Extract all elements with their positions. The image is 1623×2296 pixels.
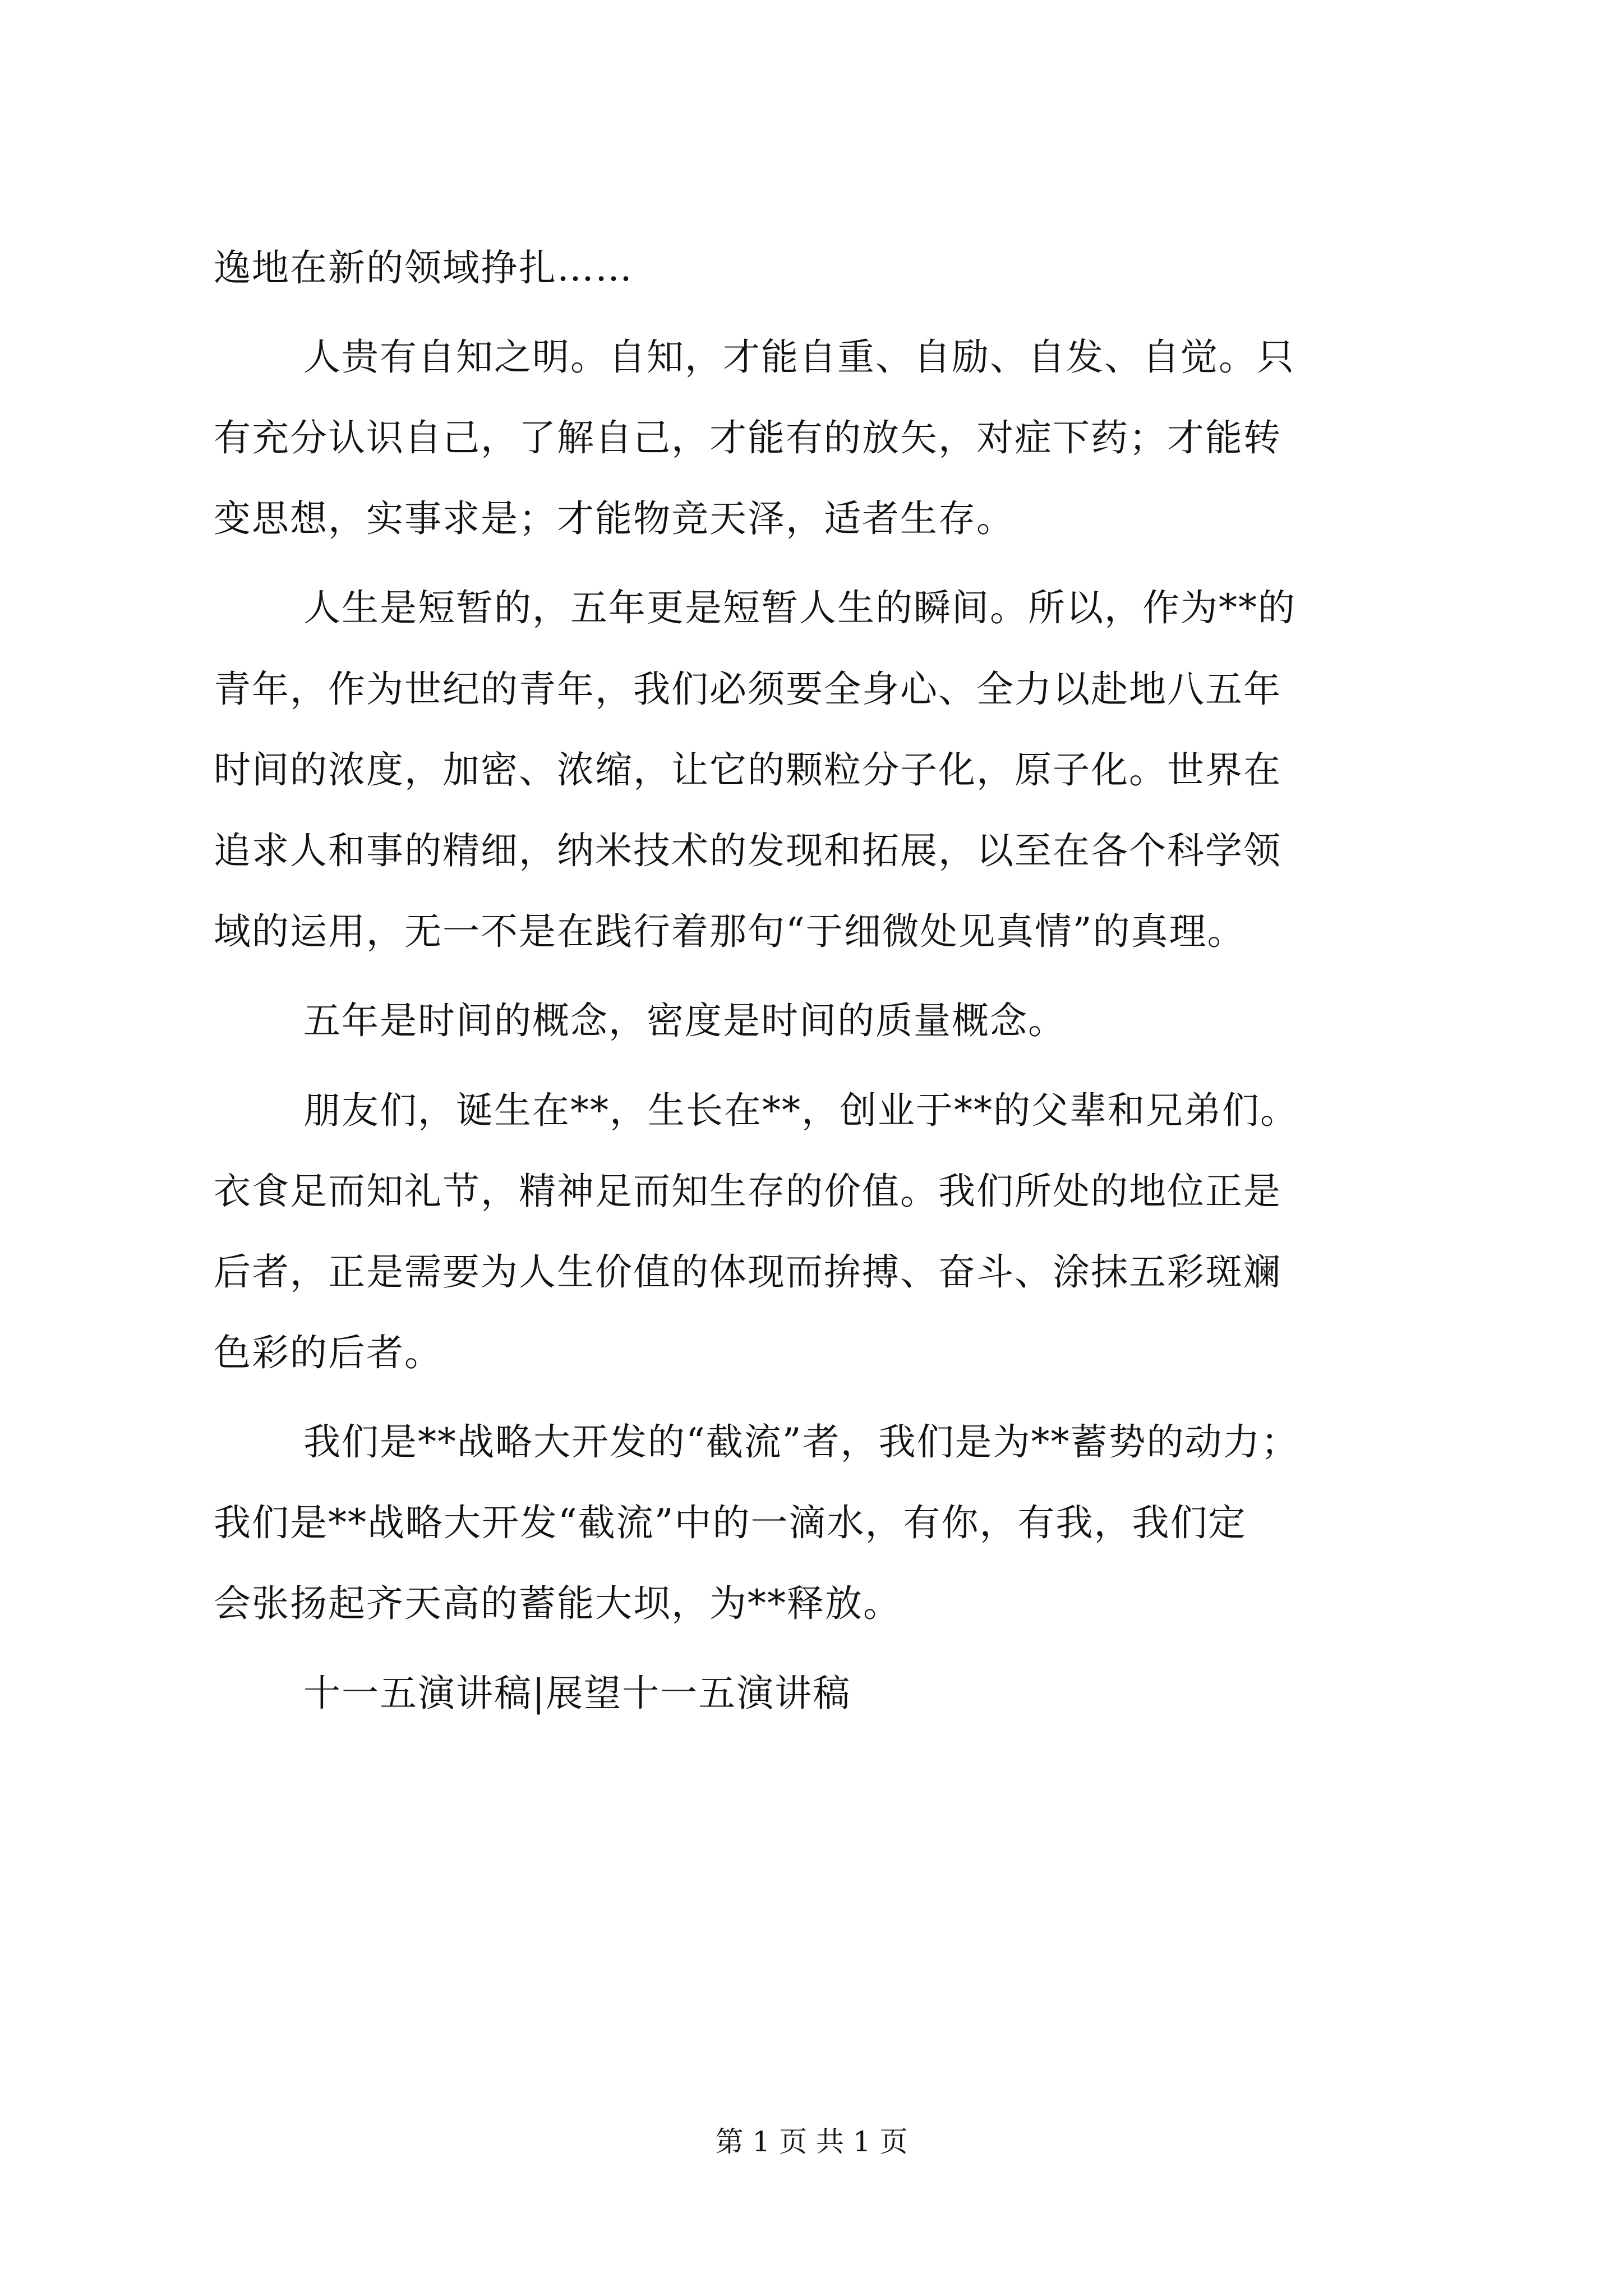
text-line: 逸地在新的领域挣扎…… — [214, 246, 633, 289]
paragraph-start-line: 我们是**战略大开发的“截流”者，我们是为**蓄势的动力； — [303, 1420, 1299, 1464]
paragraph-start-line: 五年是时间的概念，密度是时间的质量概念。 — [303, 999, 1066, 1042]
page-number-footer: 第 1 页 共 1 页 — [715, 2125, 908, 2158]
paragraph-start-line: 人生是短暂的，五年更是短暂人生的瞬间。所以，作为**的 — [303, 586, 1296, 629]
document-title-line: 十一五演讲稿|展望十一五演讲稿 — [303, 1672, 851, 1715]
text-line: 后者，正是需要为人生价值的体现而拚搏、奋斗、涂抹五彩斑斓 — [214, 1250, 1281, 1294]
text-line: 有充分认识自己，了解自己，才能有的放矢，对症下药；才能转 — [214, 416, 1281, 459]
text-line: 会张扬起齐天高的蓄能大坝，为**释放。 — [214, 1582, 901, 1625]
text-line: 时间的浓度，加密、浓缩，让它的颗粒分子化，原子化。世界在 — [214, 748, 1281, 792]
text-line: 域的运用，无一不是在践行着那句“于细微处见真情”的真理。 — [214, 910, 1246, 953]
text-line: 色彩的后者。 — [214, 1331, 442, 1374]
text-line: 我们是**战略大开发“截流”中的一滴水，有你，有我，我们定 — [214, 1501, 1247, 1544]
text-line: 青年，作为世纪的青年，我们必须要全身心、全力以赴地八五年 — [214, 668, 1281, 711]
text-line: 衣食足而知礼节，精神足而知生存的价值。我们所处的地位正是 — [214, 1170, 1281, 1213]
text-line: 变思想，实事求是；才能物竞天泽，适者生存。 — [214, 497, 1015, 540]
paragraph-start-line: 朋友们，诞生在**，生长在**，创业于**的父辈和兄弟们。 — [303, 1089, 1298, 1132]
paragraph-start-line: 人贵有自知之明。自知，才能自重、自励、自发、自觉。只 — [303, 335, 1295, 379]
text-line: 追求人和事的精细，纳米技术的发现和拓展，以至在各个科学领 — [214, 829, 1281, 872]
